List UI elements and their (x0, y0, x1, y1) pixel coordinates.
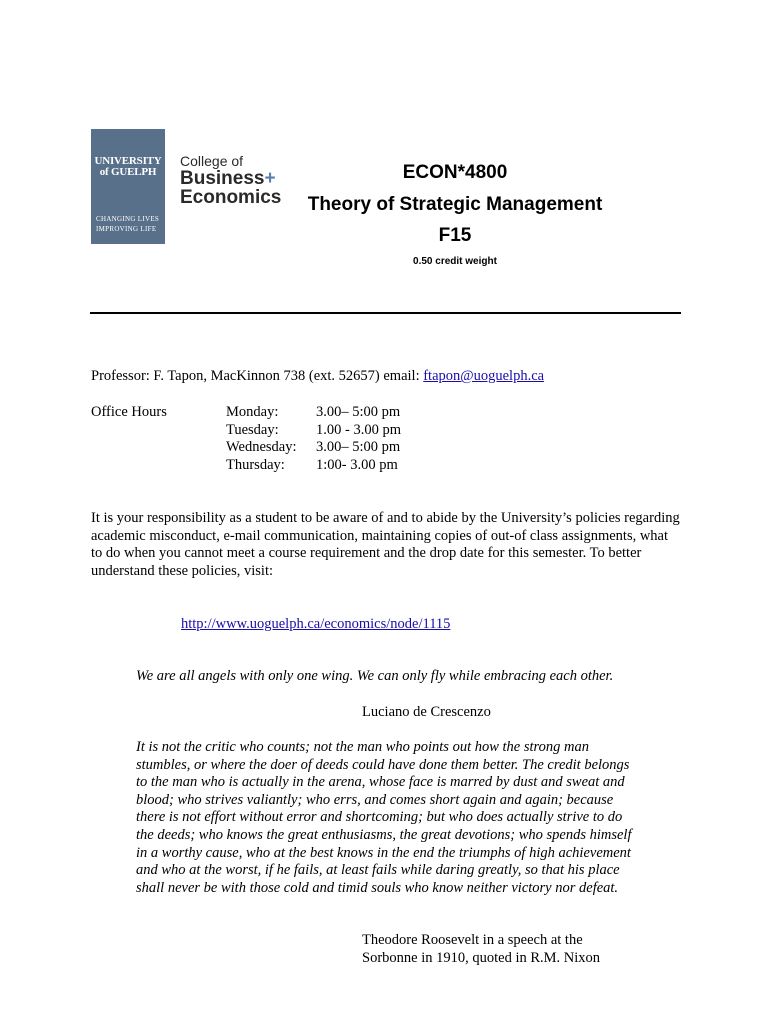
university-logo (91, 129, 165, 244)
office-hours-row: Wednesday: 3.00– 5:00 pm (226, 439, 401, 456)
policy-link[interactable]: http://www.uoguelph.ca/economics/node/1115 (181, 616, 451, 632)
office-hours-label: Office Hours (91, 404, 167, 420)
logo-tagline: CHANGING LIVES IMPROVING LIFE (96, 215, 160, 233)
professor-email-link[interactable]: ftapon@uoguelph.ca (423, 368, 545, 384)
course-code: ECON*4800 (402, 162, 508, 183)
office-hours-row: Monday: 3.00– 5:00 pm (226, 404, 401, 420)
quote-text: It is not the critic who counts; not the man who points out how the strong man stumbles, or where the doer of deeds could have done them better. The credit belongs to the man who is actually in the arena, whose face is marred by dust and sweat and blood; who strives valiantly; who errs, and comes short again and again; because there is not effort without error and shortcoming; but who does actually strive to do the deeds; who knows the great enthusiasms, the great devotions; who spends himself in a worthy cause, who at the best knows in the end the triumphs of high achievement and who at the worst, if he fails, at least fails while daring greatly, so that his place shall never be with those cold and timid souls who know neither victory nor defeat. (136, 739, 632, 896)
office-hours-table (226, 404, 401, 474)
quote-author: Luciano de Crescenzo (362, 704, 491, 720)
policy-url (181, 616, 450, 634)
plus-icon: + (264, 168, 276, 189)
credit-weight: 0.50 credit weight (413, 256, 497, 267)
course-term: F15 (438, 225, 472, 246)
office-hours-row: Tuesday: 1.00 - 3.00 pm (226, 421, 401, 438)
policy-paragraph: It is your responsibility as a student to be aware of and to abide by the University’s policies regarding academic misconduct, e-mail communication, maintaining copies of out-of class assignments, what to do when you cannot meet a course requirement and the drop date for this semester. To better understand these policies, visit: (91, 510, 680, 579)
quote-text: We are all angels with only one wing. We can only fly while embracing each other. (136, 668, 614, 684)
university-wordmark: UNIVERSITY of GUELPH (94, 155, 162, 178)
professor-info: Professor: F. Tapon, MacKinnon 738 (ext. 52657) email: ftapon@uoguelph.ca (91, 368, 545, 384)
header-divider (90, 312, 681, 314)
quote-author: Theodore Roosevelt in a speech at the Sorbonne in 1910, quoted in R.M. Nixon (362, 932, 601, 966)
course-title: Theory of Strategic Management (307, 194, 603, 215)
office-hours-row: Thursday: 1:00- 3.00 pm (226, 456, 398, 473)
college-name: College of Business+ Economics (180, 153, 282, 208)
